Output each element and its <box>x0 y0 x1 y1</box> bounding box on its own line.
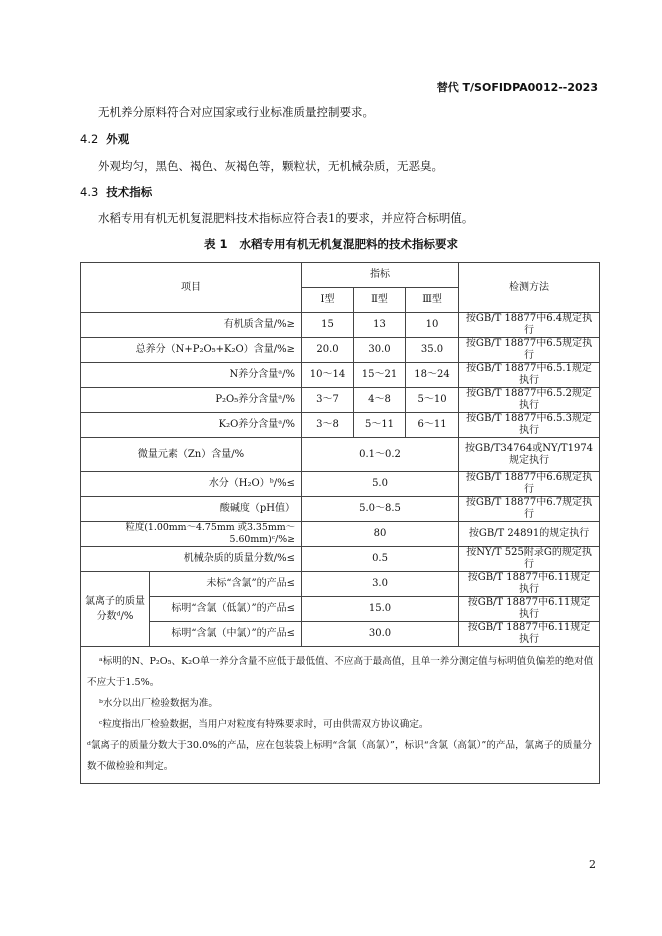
header-method: 检测方法 <box>459 263 600 313</box>
cell-method: 按GB/T 18877中6.5.2规定执行 <box>459 388 600 413</box>
table-note: ᶜ粒度指出厂检验数据，当用户对粒度有特殊要求时，可由供需双方协议确定。 <box>99 719 429 730</box>
section-4-2-heading <box>80 131 129 147</box>
cell-type3: 35.0 <box>406 338 459 363</box>
table-notes-row <box>81 647 600 784</box>
table-caption <box>0 236 662 252</box>
header-type3: Ⅲ型 <box>406 288 459 313</box>
row-label: 微量元素（Zn）含量/% <box>81 438 302 472</box>
cell-method: 按GB/T 18877中6.11规定执行 <box>459 597 600 622</box>
table-row <box>81 472 600 497</box>
cell-type2: 4～8 <box>354 388 406 413</box>
row-label: N养分含量ᵃ/% <box>81 363 302 388</box>
section-4-3-heading <box>80 184 152 200</box>
row-label: 酸碱度（pH值） <box>81 497 302 522</box>
table-row <box>81 438 600 472</box>
table-row <box>81 522 600 547</box>
cell-method: 按GB/T 18877中6.5.1规定执行 <box>459 363 600 388</box>
cell-value: 3.0 <box>302 572 459 597</box>
cell-type3: 18～24 <box>406 363 459 388</box>
table-row <box>81 572 600 597</box>
cell-type3: 6～11 <box>406 413 459 438</box>
cell-type1: 10～14 <box>302 363 354 388</box>
page-number: 2 <box>589 858 596 871</box>
row-label: 机械杂质的质量分数/%≤ <box>81 547 302 572</box>
table-row <box>81 413 600 438</box>
cell-type3: 5～10 <box>406 388 459 413</box>
table-row <box>81 363 600 388</box>
cell-method: 按GB/T 18877中6.11规定执行 <box>459 622 600 647</box>
table-row <box>81 388 600 413</box>
cell-method: 按GB/T 18877中6.7规定执行 <box>459 497 600 522</box>
cell-type1: 3～7 <box>302 388 354 413</box>
section-title: 技术指标 <box>106 185 153 199</box>
cell-method: 按GB/T34764或NY/T1974 规定执行 <box>459 438 600 472</box>
table-note: ᵈ氯离子的质量分数大于30.0%的产品，应在包装袋上标明“含氯（高氯）”，标识“含氯（高氯）”的产品，氯离子的质量分数不做检验和判定。 <box>87 740 592 772</box>
header-type2: Ⅱ型 <box>354 288 406 313</box>
table-title: 水稻专用有机无机复混肥料的技术指标要求 <box>239 237 458 251</box>
row-label: 总养分（N+P₂O₅+K₂O）含量/%≥ <box>81 338 302 363</box>
appearance-paragraph: 外观均匀，黑色、褐色、灰褐色等，颗粒状，无机械杂质，无恶臭。 <box>98 159 443 173</box>
header-indicator: 指标 <box>302 263 459 288</box>
table-number: 表 1 <box>203 237 228 251</box>
row-label: 有机质含量/%≥ <box>81 313 302 338</box>
table-row <box>81 622 600 647</box>
cell-method: 按GB/T 18877中6.5规定执行 <box>459 338 600 363</box>
tech-paragraph: 水稻专用有机无机复混肥料技术指标应符合表1的要求，并应符合标明值。 <box>98 211 474 225</box>
row-label: 标明“含氯（中氯）”的产品≤ <box>150 622 302 647</box>
section-number: 4.3 <box>80 185 99 199</box>
chloride-group-label: 氯离子的质量分数ᵈ/% <box>81 572 150 647</box>
section-number: 4.2 <box>80 132 99 146</box>
cell-method: 按GB/T 18877中6.11规定执行 <box>459 572 600 597</box>
spec-table <box>80 262 600 784</box>
row-label: K₂O养分含量ᵃ/% <box>81 413 302 438</box>
intro-paragraph: 无机养分原料符合对应国家或行业标准质量控制要求。 <box>98 105 374 119</box>
cell-value: 80 <box>302 522 459 547</box>
cell-type2: 5～11 <box>354 413 406 438</box>
table-row <box>81 497 600 522</box>
cell-type1: 15 <box>302 313 354 338</box>
cell-type2: 30.0 <box>354 338 406 363</box>
table-row <box>81 313 600 338</box>
table-note: ᵃ标明的N、P₂O₅、K₂O单一养分含量不应低于最低值、不应高于最高值，且单一养分测定值与标明值负偏差的绝对值不应大于1.5%。 <box>87 656 594 688</box>
header-type1: Ⅰ型 <box>302 288 354 313</box>
cell-method: 按GB/T 18877中6.5.3规定执行 <box>459 413 600 438</box>
cell-type2: 15～21 <box>354 363 406 388</box>
table-note: ᵇ水分以出厂检验数据为准。 <box>99 698 218 709</box>
cell-type1: 20.0 <box>302 338 354 363</box>
table-row <box>81 547 600 572</box>
cell-method: 按NY/T 525附录G的规定执行 <box>459 547 600 572</box>
cell-value: 0.5 <box>302 547 459 572</box>
cell-type2: 13 <box>354 313 406 338</box>
table-row <box>81 338 600 363</box>
cell-method: 按GB/T 24891的规定执行 <box>459 522 600 547</box>
row-label: P₂O₅养分含量ᵃ/% <box>81 388 302 413</box>
cell-value: 5.0～8.5 <box>302 497 459 522</box>
standard-code: 替代 T/SOFIDPA0012--2023 <box>436 81 598 94</box>
cell-type3: 10 <box>406 313 459 338</box>
row-label: 标明“含氯（低氯）”的产品≤ <box>150 597 302 622</box>
cell-value: 5.0 <box>302 472 459 497</box>
row-label: 粒度(1.00mm～4.75mm 或3.35mm～5.60mm)ᶜ/%≥ <box>81 522 302 547</box>
cell-value: 30.0 <box>302 622 459 647</box>
cell-method: 按GB/T 18877中6.4规定执行 <box>459 313 600 338</box>
header-item: 项目 <box>81 263 302 313</box>
cell-value: 0.1～0.2 <box>302 438 459 472</box>
row-label: 未标“含氯”的产品≤ <box>150 572 302 597</box>
table-notes <box>81 647 600 784</box>
row-label: 水分（H₂O）ᵇ/%≤ <box>81 472 302 497</box>
section-title: 外观 <box>106 132 130 146</box>
cell-type1: 3～8 <box>302 413 354 438</box>
cell-method: 按GB/T 18877中6.6规定执行 <box>459 472 600 497</box>
table-row <box>81 597 600 622</box>
cell-value: 15.0 <box>302 597 459 622</box>
